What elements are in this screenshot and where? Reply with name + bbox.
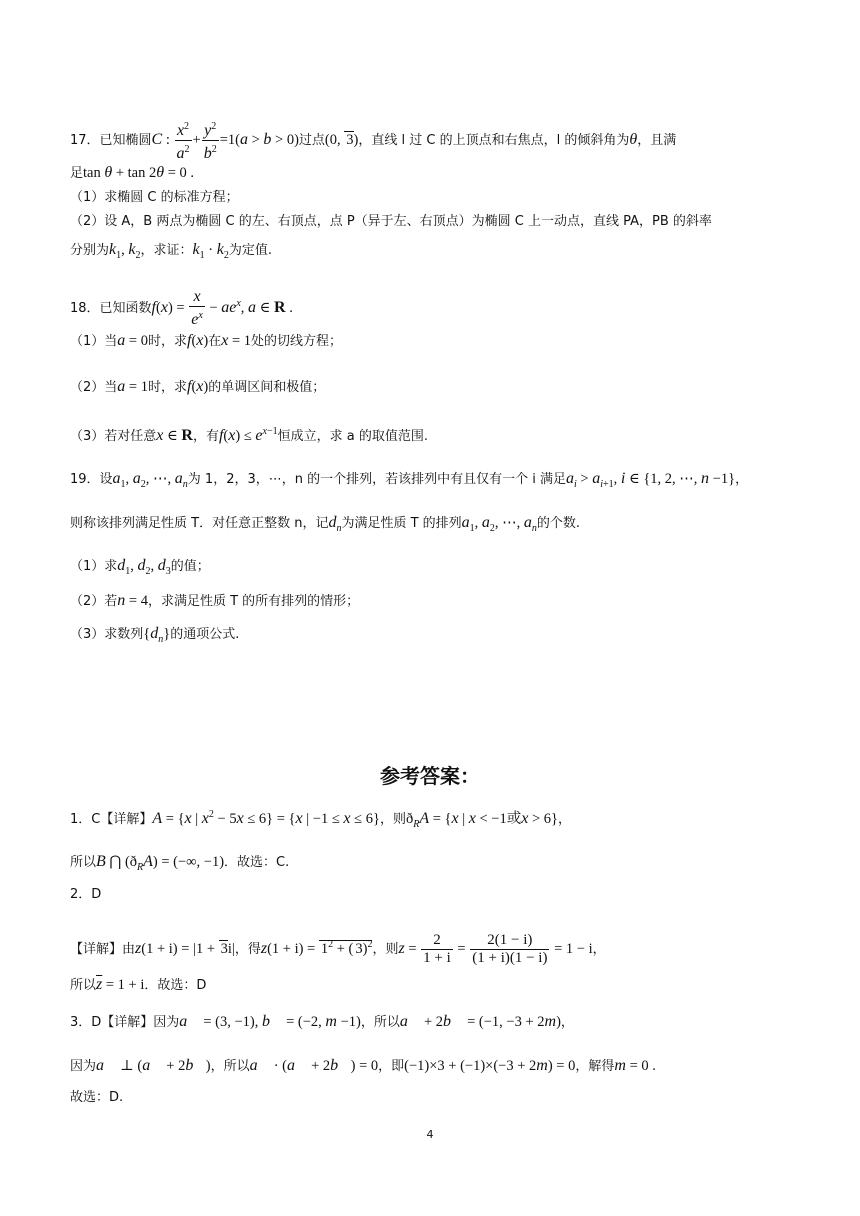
q18-part3: （3）若对任意x ∈ R，有$f(x) \le e^{x-1}$恒成立，求 a 的取值范围.: [70, 426, 428, 444]
q19-line2: 则称该排列满足性质 T．对任意正整数 n，记$d_n$为满足性质 T 的排列$a_1$, $a_2$, ⋯, $a_n$的个数.: [70, 514, 581, 534]
q19-line1: 19．设$a_1$, $a_2$, ⋯, $a_n$为 1，2，3，⋯，n 的一个排列，若该排列中有且仅有一个 i 满足$a_i > a_{i+1}$, i ∈ {1, 2, ⋯, n −1}，: [70, 470, 749, 490]
q19-part3: （3）求数列$\{d_n\}$的通项公式.: [70, 625, 240, 645]
page-number: 4: [426, 1128, 434, 1141]
q18-part2: （2）当a = 1时，求f(x)的单调区间和极值；: [70, 378, 326, 395]
q17-part1: （1）求椭圆 C 的标准方程；: [70, 190, 239, 205]
answer-3-line3: 故选：D.: [70, 1090, 124, 1105]
answers-title: 参考答案：: [380, 764, 480, 788]
answer-1-line1: 1．C【详解】A = {x | $x^2 - 5x \le 6\} = \{x$ | −1 ≤ x ≤ 6}，则$ð_RA = \{x$ | x < −1或x > 6}，: [70, 809, 571, 830]
ellipse-equation: C : $\frac{x^2}{a^2}$ + $\frac{y^2}{b^2}$ =1(a > b > 0): [152, 132, 299, 148]
q18-line1: 18．已知函数f(x) = $\frac{x}{e^x}$ − $ae^x$, a ∈ R .: [70, 288, 293, 328]
q17-part2-cont: 分别为$k_1$, $k_2$，求证：$k_1 \cdot k_2$为定值.: [70, 241, 272, 261]
answer-2-line2: 【详解】由z(1 + i) = |1 + 3i|，得$z(1 + i) = 1^2$ + ( 3)$^2$，则z = $\frac{2}{1 + i}$ = $\frac{2(1 - i)}{(1 + i)(1 - i)}$ = 1 − i，: [70, 932, 606, 966]
q19-part2: （2）若n = 4，求满足性质 T 的所有排列的情形；: [70, 592, 360, 609]
q18-part1: （1）当a = 0时，求f(x)在x = 1处的切线方程；: [70, 332, 343, 349]
q17-part2: （2）设 A，B 两点为椭圆 C 的左、右顶点，点 P（异于左、右顶点）为椭圆 C 上一动点，直线 PA，PB 的斜率: [70, 214, 712, 229]
answer-3-line2: 因为a⃗ ⊥ (a⃗ + 2b⃗)，所以a⃗ · (a⃗ + 2b⃗) = 0，即(−1)×3 + (−1)×(−3 + 2m) = 0，解得m = 0 .: [70, 1057, 656, 1074]
answer-1-line2: 所以B ⋂ $(ð_RA)$ = (−∞, −1)．故选：C.: [70, 853, 290, 873]
answer-3-line1: 3．D【详解】因为a⃗ = (3, −1), b⃗ = (−2, m −1)，所以a⃗ + 2b⃗ = (−1, −3 + 2m)，: [70, 1013, 574, 1030]
q19-part1: （1）求$d_1$, $d_2$, $d_3$的值；: [70, 557, 210, 577]
answer-2-line3: 所以$\overline{z} = 1 + i$．故选：D: [70, 976, 207, 993]
q17-line2: 足tan θ + tan 2θ = 0 .: [70, 164, 195, 181]
answer-2-line1: 2．D: [70, 887, 102, 902]
q17-line1: 17．已知椭圆C : $\frac{x^2}{a^2}$ + $\frac{y^2}{b^2}$ =1(a > b > 0)过点(0, 3)，直线 l 过 C 的上顶点和右焦点，l 的倾斜角为θ，且满: [70, 118, 676, 163]
